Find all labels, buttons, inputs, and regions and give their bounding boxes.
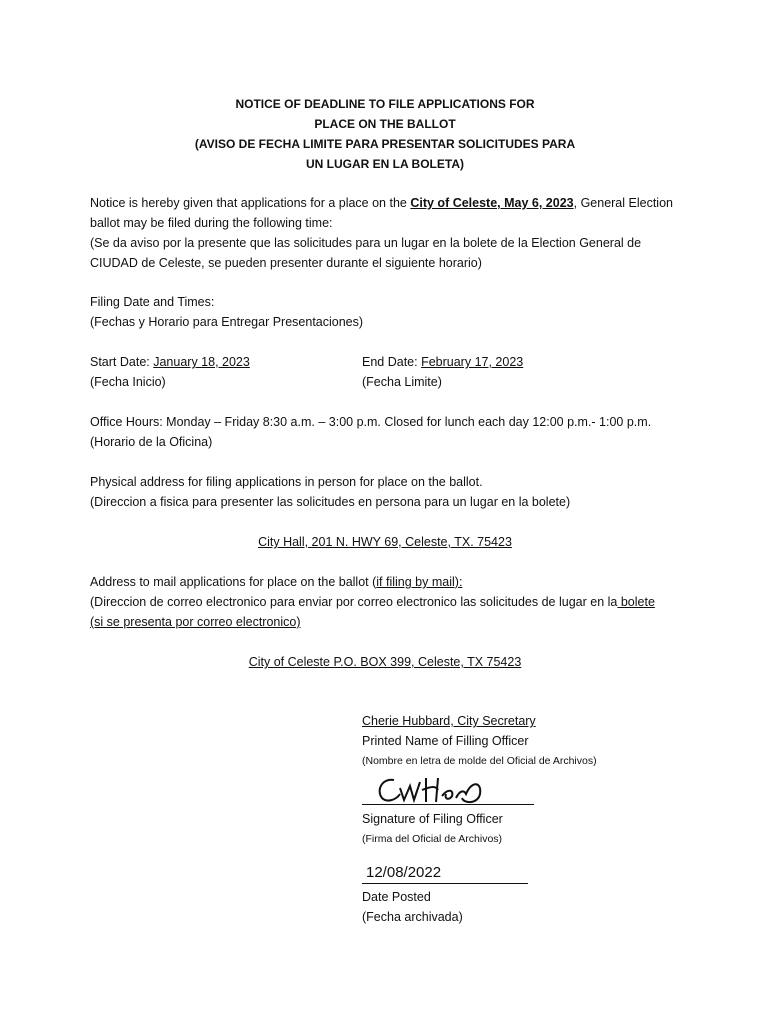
printed-name-es: (Nombre en letra de molde del Oficial de Archivos)	[362, 755, 597, 767]
mail-es-prefix: (Direccion de correo electronico para enviar por correo electronico las solicitudes de lugar en la	[90, 595, 618, 609]
title-line-1: NOTICE OF DEADLINE TO FILE APPLICATIONS FOR	[235, 97, 535, 111]
end-date-block	[362, 352, 523, 392]
mail-address-block	[90, 572, 690, 632]
start-date-label: Start Date:	[90, 355, 154, 369]
filing-label: Filing Date and Times:	[90, 295, 215, 309]
title-line-3: (AVISO DE FECHA LIMITE PARA PRESENTAR SOLICITUDES PARA	[194, 137, 576, 151]
notice-line-2: ballot may be filed during the following time:	[90, 216, 333, 230]
signature-es: (Firma del Oficial de Archivos)	[362, 833, 503, 845]
document-title	[0, 94, 770, 174]
physical-line-1: Physical address for filing applications in person for place on the ballot.	[90, 475, 483, 489]
mail-es-line-2: (si se presenta por correo electronico)	[90, 615, 301, 629]
notice-prefix: Notice is hereby given that applications for a place on the	[90, 196, 411, 210]
date-posted-label: Date Posted	[362, 890, 431, 904]
office-hours-block	[90, 412, 690, 452]
notice-line-1	[90, 193, 690, 213]
signature-line	[362, 804, 534, 805]
date-posted-value: 12/08/2022	[366, 864, 442, 881]
notice-suffix: , General Election	[573, 196, 673, 210]
start-date-block	[90, 352, 350, 392]
mail-address: City of Celeste P.O. BOX 399, Celeste, TX 75423	[248, 655, 522, 669]
filing-label-es: (Fechas y Horario para Entregar Presentaciones)	[90, 315, 364, 329]
election-name: City of Celeste, May 6, 2023	[410, 196, 574, 210]
physical-address: City Hall, 201 N. HWY 69, Celeste, TX. 75423	[258, 535, 512, 549]
signature-label: Signature of Filing Officer	[362, 812, 503, 826]
date-line	[362, 883, 528, 884]
end-date-value: February 17, 2023	[421, 355, 524, 369]
physical-address-block	[90, 472, 690, 512]
mail-es-line-1	[90, 592, 690, 612]
physical-line-2: (Direccion a fisica para presenter las solicitudes en persona para un lugar en la bolete)	[90, 495, 571, 509]
office-hours-es: (Horario de la Oficina)	[90, 435, 213, 449]
printed-name-label: Printed Name of Filling Officer	[362, 734, 529, 748]
signature-label-block	[362, 809, 503, 849]
title-line-4: UN LUGAR EN LA BOLETA)	[306, 157, 464, 171]
officer-name: Cherie Hubbard, City Secretary	[362, 714, 536, 728]
officer-name-block	[362, 711, 597, 771]
filing-dates-heading	[90, 292, 690, 332]
date-posted-es: (Fecha archivada)	[362, 910, 463, 924]
end-date-label: End Date:	[362, 355, 422, 369]
notice-paragraph	[90, 193, 690, 273]
start-date-value: January 18, 2023	[153, 355, 250, 369]
date-posted-block	[362, 887, 463, 927]
end-date	[362, 352, 523, 372]
mail-line-1	[90, 572, 690, 592]
start-date	[90, 352, 350, 372]
mail-if-filing: if filing by mail):	[376, 575, 463, 589]
mail-es-bolete: bolete	[617, 595, 655, 609]
end-date-es: (Fecha Limite)	[362, 375, 442, 389]
notice-es-line-2: CIUDAD de Celeste, se pueden presenter durante el siguiente horario)	[90, 256, 482, 270]
start-date-es: (Fecha Inicio)	[90, 375, 166, 389]
office-hours: Office Hours: Monday – Friday 8:30 a.m. – 3:00 p.m. Closed for lunch each day 12:00 p.m.- 1:00 p.m.	[90, 415, 652, 429]
notice-es-line-1: (Se da aviso por la presente que las solicitudes para un lugar en la bolete de la Election General de	[90, 236, 642, 250]
mail-prefix: Address to mail applications for place on the ballot (	[90, 575, 377, 589]
title-line-2: PLACE ON THE BALLOT	[314, 117, 456, 131]
